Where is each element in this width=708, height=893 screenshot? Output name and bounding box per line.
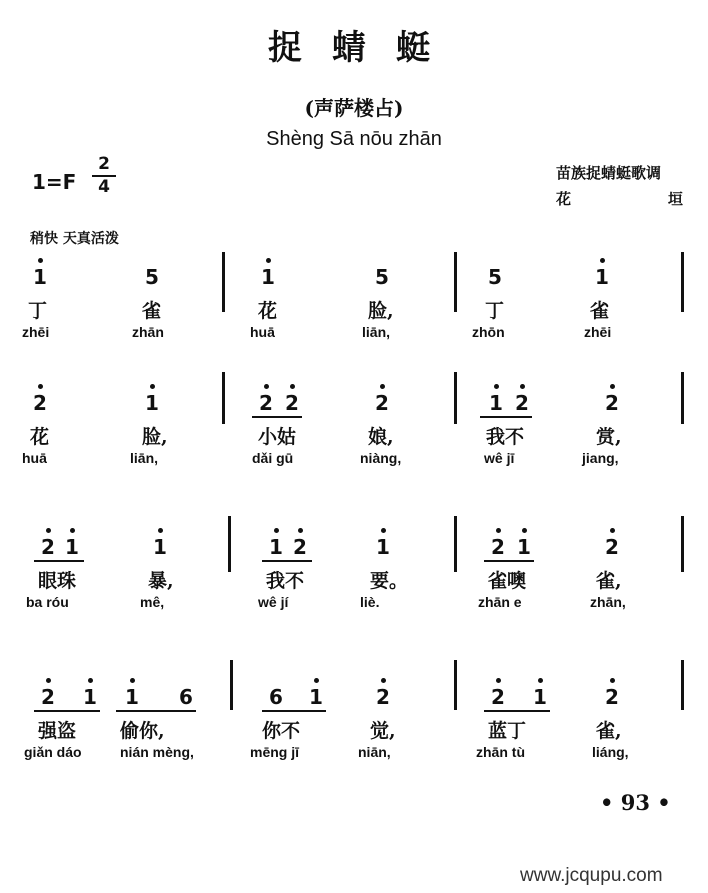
note-digit: 1	[309, 685, 323, 709]
time-signature	[92, 156, 116, 196]
lyric-text: 脸,	[368, 300, 394, 322]
note-digit: 2	[376, 685, 390, 709]
lyric-text: 暴,	[148, 570, 174, 592]
pinyin-text: zhēi	[584, 324, 612, 340]
note	[30, 378, 50, 418]
beam-underline	[34, 560, 84, 562]
lyric-text: 丁	[485, 300, 505, 322]
octave-dot	[600, 258, 605, 263]
source-note: 苗族捉蜻蜓歌调	[556, 164, 662, 182]
note	[176, 672, 196, 712]
bar-line	[228, 516, 231, 572]
note-digit: 5	[488, 265, 502, 289]
meter-top: 2	[98, 154, 110, 174]
bar-line	[222, 252, 225, 312]
bar-line	[222, 372, 225, 424]
note	[150, 522, 170, 562]
lyric-text: 丁	[28, 300, 48, 322]
beam-underline	[480, 416, 532, 418]
note-digit: 1	[65, 535, 79, 559]
beam-underline	[484, 710, 550, 712]
lyric-text: 我不	[266, 570, 305, 592]
note	[373, 672, 393, 712]
octave-dot	[496, 528, 501, 533]
beam-underline	[116, 710, 196, 712]
note-digit: 6	[179, 685, 193, 709]
pinyin-text: zhān	[132, 324, 164, 340]
note	[592, 252, 612, 292]
bar-line	[454, 516, 457, 572]
note	[306, 672, 326, 712]
octave-dot	[264, 384, 269, 389]
pinyin-text: wê jī	[484, 450, 515, 466]
note	[142, 252, 162, 292]
note-digit: 6	[269, 685, 283, 709]
lyric-text: 赏,	[596, 426, 622, 448]
note-digit: 2	[491, 685, 505, 709]
octave-dot	[150, 384, 155, 389]
lyric-text: 雀,	[596, 570, 622, 592]
beam-underline	[484, 560, 534, 562]
pinyin-text: liān,	[362, 324, 391, 340]
lyric-text: 花	[258, 300, 278, 322]
pinyin-text: wê jí	[258, 594, 289, 610]
pinyin-text: huā	[250, 324, 275, 340]
octave-dot	[610, 678, 615, 683]
note-digit: 2	[375, 391, 389, 415]
watermark: www.jcqupu.com	[520, 865, 663, 886]
lyric-text: 花	[30, 426, 50, 448]
octave-dot	[290, 384, 295, 389]
bar-line	[454, 660, 457, 710]
note	[80, 672, 100, 712]
song-title: 捉蜻蜓	[268, 28, 460, 68]
bar-line	[681, 252, 684, 312]
note-digit: 1	[595, 265, 609, 289]
octave-dot	[380, 384, 385, 389]
bar-line	[454, 372, 457, 424]
beam-underline	[262, 560, 312, 562]
pinyin-text: zhēi	[22, 324, 50, 340]
note-digit: 1	[33, 265, 47, 289]
note	[530, 672, 550, 712]
pinyin-text: zhōn	[472, 324, 505, 340]
note-digit: 1	[83, 685, 97, 709]
bar-line	[230, 660, 233, 710]
note-digit: 1	[376, 535, 390, 559]
lyric-text: 雀	[142, 300, 162, 322]
pinyin-text: jiang,	[582, 450, 619, 466]
octave-dot	[314, 678, 319, 683]
note	[38, 672, 58, 712]
pinyin-text: liáng,	[592, 744, 629, 760]
note-digit: 2	[33, 391, 47, 415]
beam-underline	[252, 416, 302, 418]
note-digit: 1	[489, 391, 503, 415]
octave-dot	[38, 258, 43, 263]
note	[372, 378, 392, 418]
note	[602, 672, 622, 712]
note	[258, 252, 278, 292]
pinyin-text: giǎn dáo	[24, 744, 82, 760]
note	[486, 378, 506, 418]
note-digit: 2	[605, 535, 619, 559]
lyric-text: 脸,	[142, 426, 168, 448]
lyric-text: 雀,	[596, 720, 622, 742]
octave-dot	[130, 678, 135, 683]
lyric-text: 娘,	[368, 426, 394, 448]
note-digit: 5	[375, 265, 389, 289]
pinyin-text: zhān,	[590, 594, 626, 610]
bar-line	[454, 252, 457, 312]
author-char-1: 花	[556, 190, 572, 208]
note-digit: 2	[259, 391, 273, 415]
beam-underline	[34, 710, 100, 712]
note	[512, 378, 532, 418]
note-digit: 2	[41, 535, 55, 559]
octave-dot	[38, 384, 43, 389]
octave-dot	[46, 678, 51, 683]
octave-dot	[610, 384, 615, 389]
note	[373, 522, 393, 562]
lyric-text: 眼珠	[38, 570, 77, 592]
note	[282, 378, 302, 418]
octave-dot	[520, 384, 525, 389]
octave-dot	[46, 528, 51, 533]
note-digit: 2	[293, 535, 307, 559]
note-digit: 1	[153, 535, 167, 559]
lyric-text: 雀	[590, 300, 610, 322]
octave-dot	[88, 678, 93, 683]
note	[30, 252, 50, 292]
octave-dot	[496, 678, 501, 683]
note	[485, 252, 505, 292]
note-digit: 1	[269, 535, 283, 559]
bar-line	[681, 660, 684, 710]
note	[514, 522, 534, 562]
note-digit: 2	[491, 535, 505, 559]
note-digit: 1	[533, 685, 547, 709]
lyric-text: 要。	[370, 570, 409, 592]
octave-dot	[381, 528, 386, 533]
lyric-text: 你不	[262, 720, 301, 742]
key-signature: 1=F	[32, 170, 77, 194]
note-digit: 1	[261, 265, 275, 289]
note-digit: 2	[605, 391, 619, 415]
note	[62, 522, 82, 562]
note	[38, 522, 58, 562]
note	[602, 522, 622, 562]
note-digit: 1	[517, 535, 531, 559]
tempo-marking: 稍快 天真活泼	[30, 231, 119, 247]
pinyin-text: dǎi gū	[252, 450, 294, 466]
lyric-text: 偷你,	[120, 720, 165, 742]
note-digit: 2	[605, 685, 619, 709]
octave-dot	[494, 384, 499, 389]
bar-line	[681, 372, 684, 424]
note	[290, 522, 310, 562]
octave-dot	[266, 258, 271, 263]
lyric-text: 小姑	[258, 426, 297, 448]
note-digit: 1	[125, 685, 139, 709]
pinyin-text: zhān tù	[476, 744, 525, 760]
note	[372, 252, 392, 292]
note	[488, 672, 508, 712]
pinyin-text: niàng,	[360, 450, 402, 466]
lyric-text: 雀噢	[488, 570, 527, 592]
meter-bottom: 4	[98, 177, 110, 197]
note	[256, 378, 276, 418]
pinyin-text: liè.	[360, 594, 380, 610]
note-digit: 2	[515, 391, 529, 415]
octave-dot	[381, 678, 386, 683]
pinyin-text: mê,	[140, 594, 165, 610]
lyric-text: 觉,	[370, 720, 396, 742]
pinyin-text: ba róu	[26, 594, 69, 610]
octave-dot	[538, 678, 543, 683]
bar-line	[681, 516, 684, 572]
octave-dot	[70, 528, 75, 533]
pinyin-text: nián mèng,	[120, 744, 194, 760]
note	[602, 378, 622, 418]
octave-dot	[158, 528, 163, 533]
pinyin-text: zhān e	[478, 594, 522, 610]
note	[122, 672, 142, 712]
pinyin-text: niān,	[358, 744, 391, 760]
note-digit: 1	[145, 391, 159, 415]
lyric-text: 蓝丁	[488, 720, 527, 742]
lyric-text: 我不	[486, 426, 525, 448]
octave-dot	[298, 528, 303, 533]
note-digit: 5	[145, 265, 159, 289]
note	[142, 378, 162, 418]
pinyin-title: Shèng Sā nōu zhān	[266, 128, 442, 150]
beam-underline	[262, 710, 326, 712]
page-number: • 93 •	[600, 790, 671, 815]
octave-dot	[274, 528, 279, 533]
octave-dot	[522, 528, 527, 533]
song-subtitle: (声萨楼占)	[304, 96, 404, 120]
pinyin-text: huā	[22, 450, 47, 466]
author-char-2: 垣	[668, 190, 684, 208]
octave-dot	[610, 528, 615, 533]
pinyin-text: mēng jī	[250, 744, 300, 760]
note	[488, 522, 508, 562]
note	[266, 672, 286, 712]
note	[266, 522, 286, 562]
note-digit: 2	[41, 685, 55, 709]
note-digit: 2	[285, 391, 299, 415]
lyric-text: 强盗	[38, 720, 77, 742]
pinyin-text: liān,	[130, 450, 159, 466]
